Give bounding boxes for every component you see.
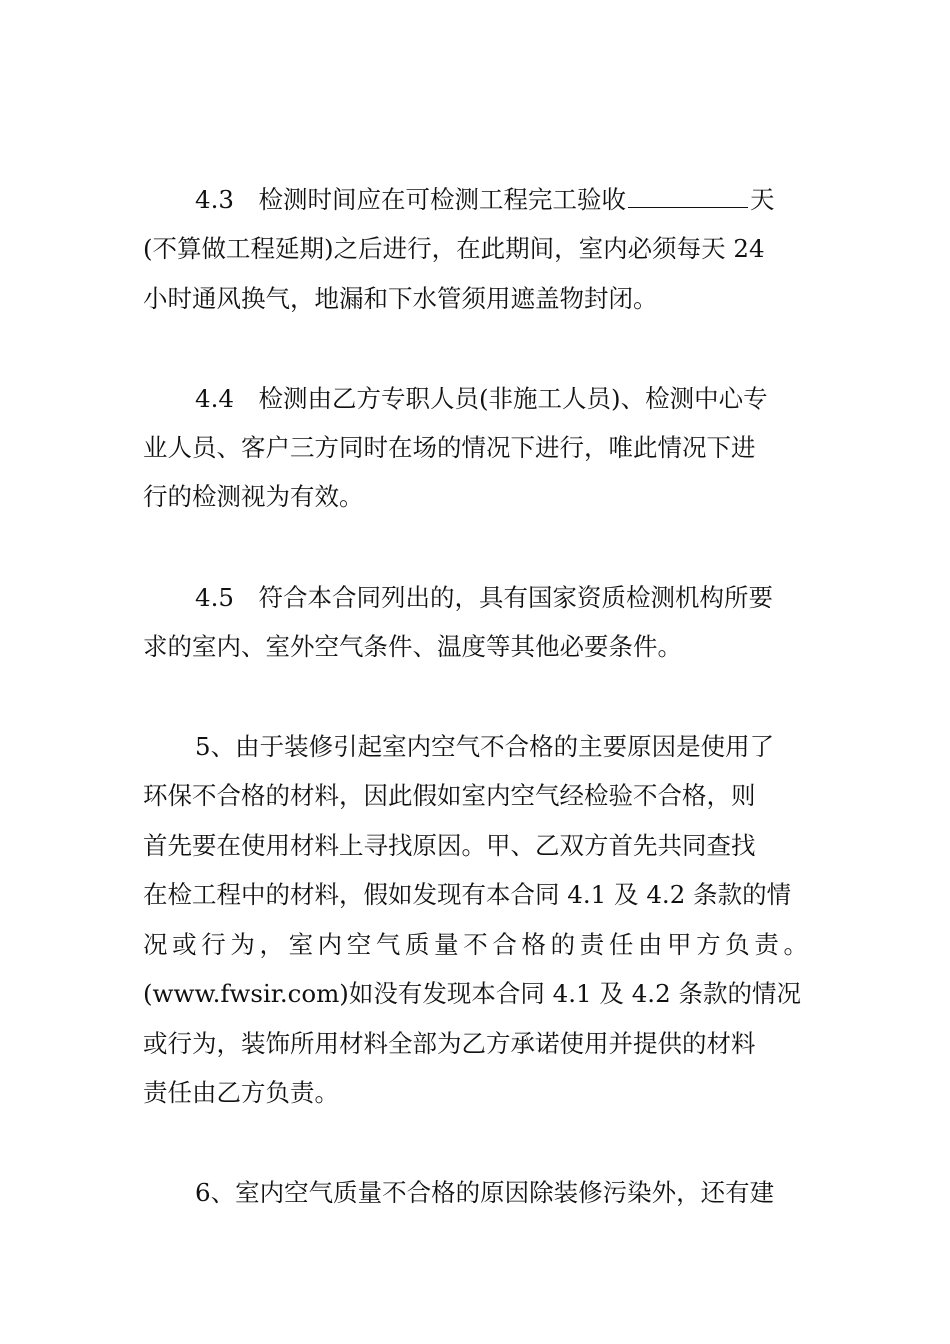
clause-4-5-line-2: 求的室内、室外空气条件、温度等其他必要条件。 [143,632,682,661]
clause-5-line-1: 5、由于装修引起室内空气不合格的主要原因是使用了 [195,732,775,761]
clause-4-3-line-1 [195,180,808,220]
clause-4-5-line-1: 4.5 符合本合同列出的，具有国家资质检测机构所要 [195,583,773,612]
clause-5-line-6: (www.fwsir.com)如没有发现本合同 4.1 及 4.2 条款的情况 [143,979,801,1008]
clause-4-3-text-after: 天 [749,185,775,214]
clause-5-line-7: 或行为，装饰所用材料全部为乙方承诺使用并提供的材料 [143,1029,756,1058]
clause-6-line-1: 6、室内空气质量不合格的原因除装修污染外，还有建 [195,1178,775,1207]
clause-4-3-line-3: 小时通风换气，地漏和下水管须用遮盖物封闭。 [143,284,658,313]
clause-5-line-8: 责任由乙方负责。 [143,1078,339,1107]
clause-5-line-5: 况或行为，室内空气质量不合格的责任由甲方负责。 [143,930,808,959]
clause-5-line-3: 首先要在使用材料上寻找原因。甲、乙双方首先共同查找 [143,831,756,860]
clause-4-4-line-1: 4.4 检测由乙方专职人员(非施工人员)、检测中心专 [195,384,768,413]
clause-5-line-2: 环保不合格的材料，因此假如室内空气经检验不合格，则 [143,781,756,810]
clause-4-4-line-2: 业人员、客户三方同时在场的情况下进行，唯此情况下进 [143,433,756,462]
clause-4-3-text-before: 4.3 检测时间应在可检测工程完工验收 [195,185,626,214]
fill-in-blank [628,181,748,208]
clause-4-4-line-3: 行的检测视为有效。 [143,482,364,511]
clause-5-line-4: 在检工程中的材料，假如发现有本合同 4.1 及 4.2 条款的情 [143,880,792,909]
clause-4-3-line-2: (不算做工程延期)之后进行，在此期间，室内必须每天 24 [143,234,765,263]
